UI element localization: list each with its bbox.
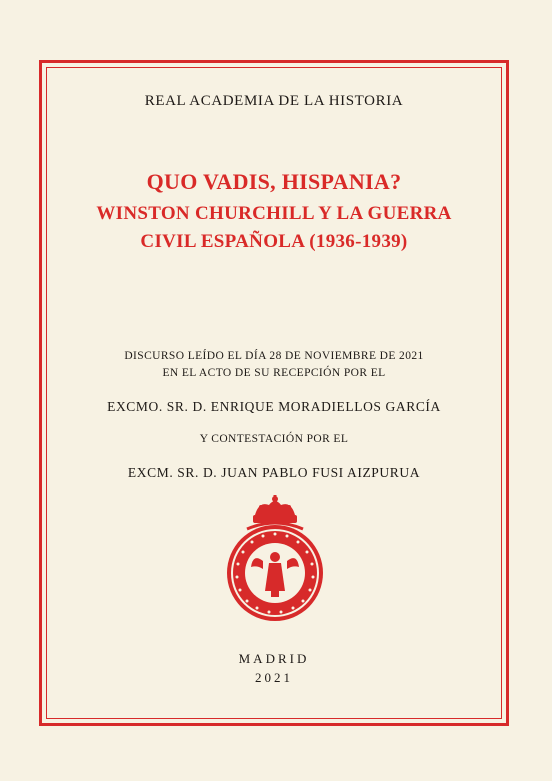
reply-line: Y CONTESTACIÓN POR EL [199,433,349,445]
publication-city: MADRID [238,651,310,666]
respondent-name: EXCM. SR. D. JUAN PABLO FUSI AIZPURUA [127,465,421,480]
cover-content [46,67,502,719]
speech-line-1: DISCURSO LEÍDO EL DÍA 28 DE NOVIEMBRE DE 2021 [124,350,424,362]
title-line-2: WINSTON CHURCHILL Y LA GUERRA [96,203,452,224]
author-name: EXCMO. SR. D. ENRIQUE MORADIELLOS GARCÍA [107,399,441,414]
publication-year: 2021 [255,670,293,685]
title-line-3: CIVIL ESPAÑOLA (1936-1939) [140,231,408,252]
academy-seal-icon [223,495,327,625]
title-line-1: QUO VADIS, HISPANIA? [146,169,402,194]
institution-name: REAL ACADEMIA DE LA HISTORIA [144,93,404,109]
speech-line-2: EN EL ACTO DE SU RECEPCIÓN POR EL [162,367,386,379]
